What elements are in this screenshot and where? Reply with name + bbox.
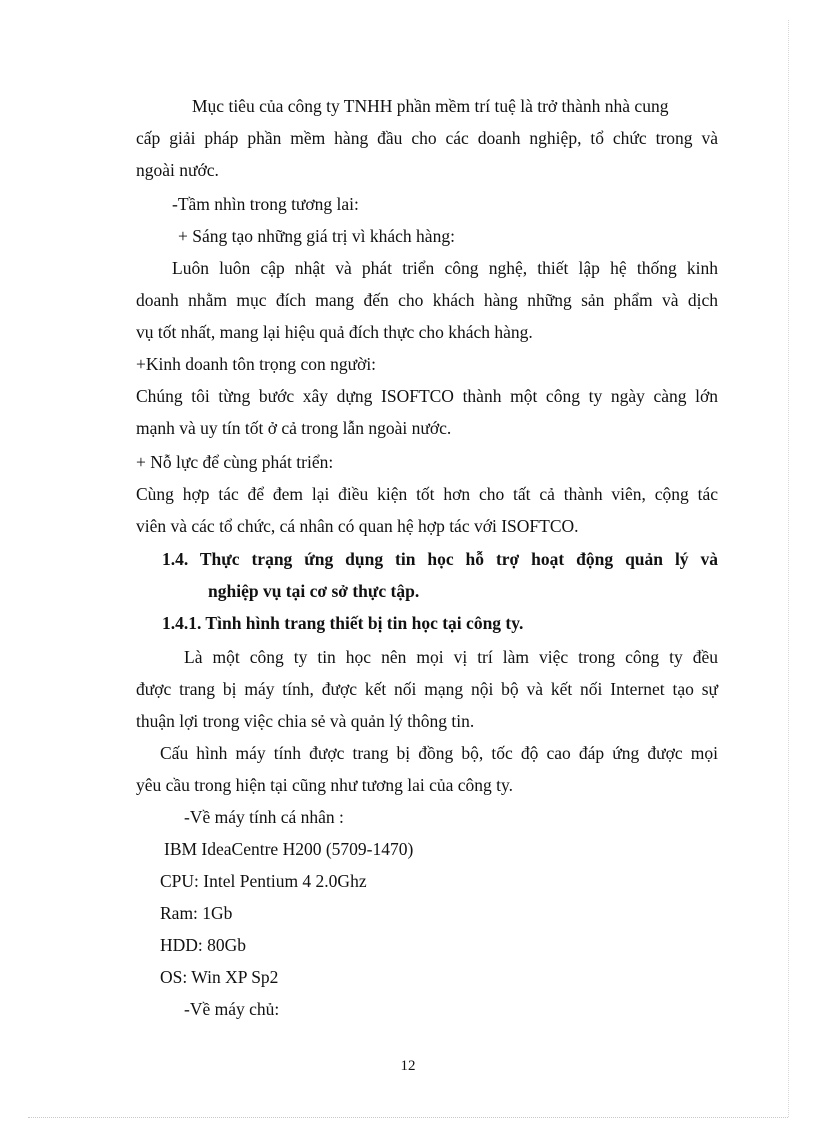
section-heading: 1.4. Thực trạng ứng dụng tin học hỗ trợ hoạt động quản lý và bbox=[162, 549, 718, 569]
paragraph-line: + Nỗ lực để cùng phát triển: bbox=[136, 452, 334, 472]
paragraph-line: Chúng tôi từng bước xây dựng ISOFTCO thành một công ty ngày càng lớn bbox=[136, 386, 718, 406]
subsection-heading: 1.4.1. Tình hình trang thiết bị tin học tại công ty. bbox=[162, 613, 524, 633]
spec-item: OS: Win XP Sp2 bbox=[160, 967, 279, 987]
paragraph-line: +Kinh doanh tôn trọng con người: bbox=[136, 354, 377, 374]
paragraph-line: -Tầm nhìn trong tương lai: bbox=[172, 194, 359, 214]
page-bottom-border bbox=[28, 1117, 788, 1118]
spec-item: IBM IdeaCentre H200 (5709-1470) bbox=[164, 839, 414, 859]
paragraph-line: vụ tốt nhất, mang lại hiệu quả đích thực cho khách hàng. bbox=[136, 322, 533, 342]
paragraph-line: Cùng hợp tác để đem lại điều kiện tốt hơn cho tất cả thành viên, cộng tác bbox=[136, 484, 718, 504]
list-heading: -Về máy tính cá nhân : bbox=[184, 807, 344, 827]
page-number: 12 bbox=[400, 1058, 416, 1074]
paragraph-line: Cấu hình máy tính được trang bị đồng bộ, tốc độ cao đáp ứng được mọi bbox=[160, 743, 718, 763]
paragraph-line: + Sáng tạo những giá trị vì khách hàng: bbox=[178, 226, 455, 246]
page-right-border bbox=[788, 20, 789, 1117]
paragraph-line: Luôn luôn cập nhật và phát triển công nghệ, thiết lập hệ thống kinh bbox=[172, 258, 718, 278]
paragraph-line: cấp giải pháp phần mềm hàng đầu cho các doanh nghiệp, tổ chức trong và bbox=[136, 128, 718, 148]
list-heading: -Về máy chủ: bbox=[184, 999, 280, 1019]
spec-item: Ram: 1Gb bbox=[160, 903, 233, 923]
paragraph-line: Mục tiêu của công ty TNHH phần mềm trí tuệ là trở thành nhà cung bbox=[192, 96, 669, 116]
paragraph-line: Là một công ty tin học nên mọi vị trí làm việc trong công ty đều bbox=[184, 647, 718, 667]
paragraph-line: yêu cầu trong hiện tại cũng như tương lai của công ty. bbox=[136, 775, 513, 795]
paragraph-line: thuận lợi trong việc chia sẻ và quản lý thông tin. bbox=[136, 711, 475, 731]
paragraph-line: mạnh và uy tín tốt ở cả trong lẫn ngoài nước. bbox=[136, 418, 452, 438]
spec-item: HDD: 80Gb bbox=[160, 935, 247, 955]
paragraph-line: viên và các tổ chức, cá nhân có quan hệ hợp tác với ISOFTCO. bbox=[136, 516, 579, 536]
spec-item: CPU: Intel Pentium 4 2.0Ghz bbox=[160, 871, 367, 891]
paragraph-line: ngoài nước. bbox=[136, 160, 219, 180]
paragraph-line: doanh nhằm mục đích mang đến cho khách hàng những sản phẩm và dịch bbox=[136, 290, 718, 310]
section-heading-continuation: nghiệp vụ tại cơ sở thực tập. bbox=[208, 581, 420, 601]
paragraph-line: được trang bị máy tính, được kết nối mạng nội bộ và kết nối Internet tạo sự bbox=[136, 679, 718, 699]
